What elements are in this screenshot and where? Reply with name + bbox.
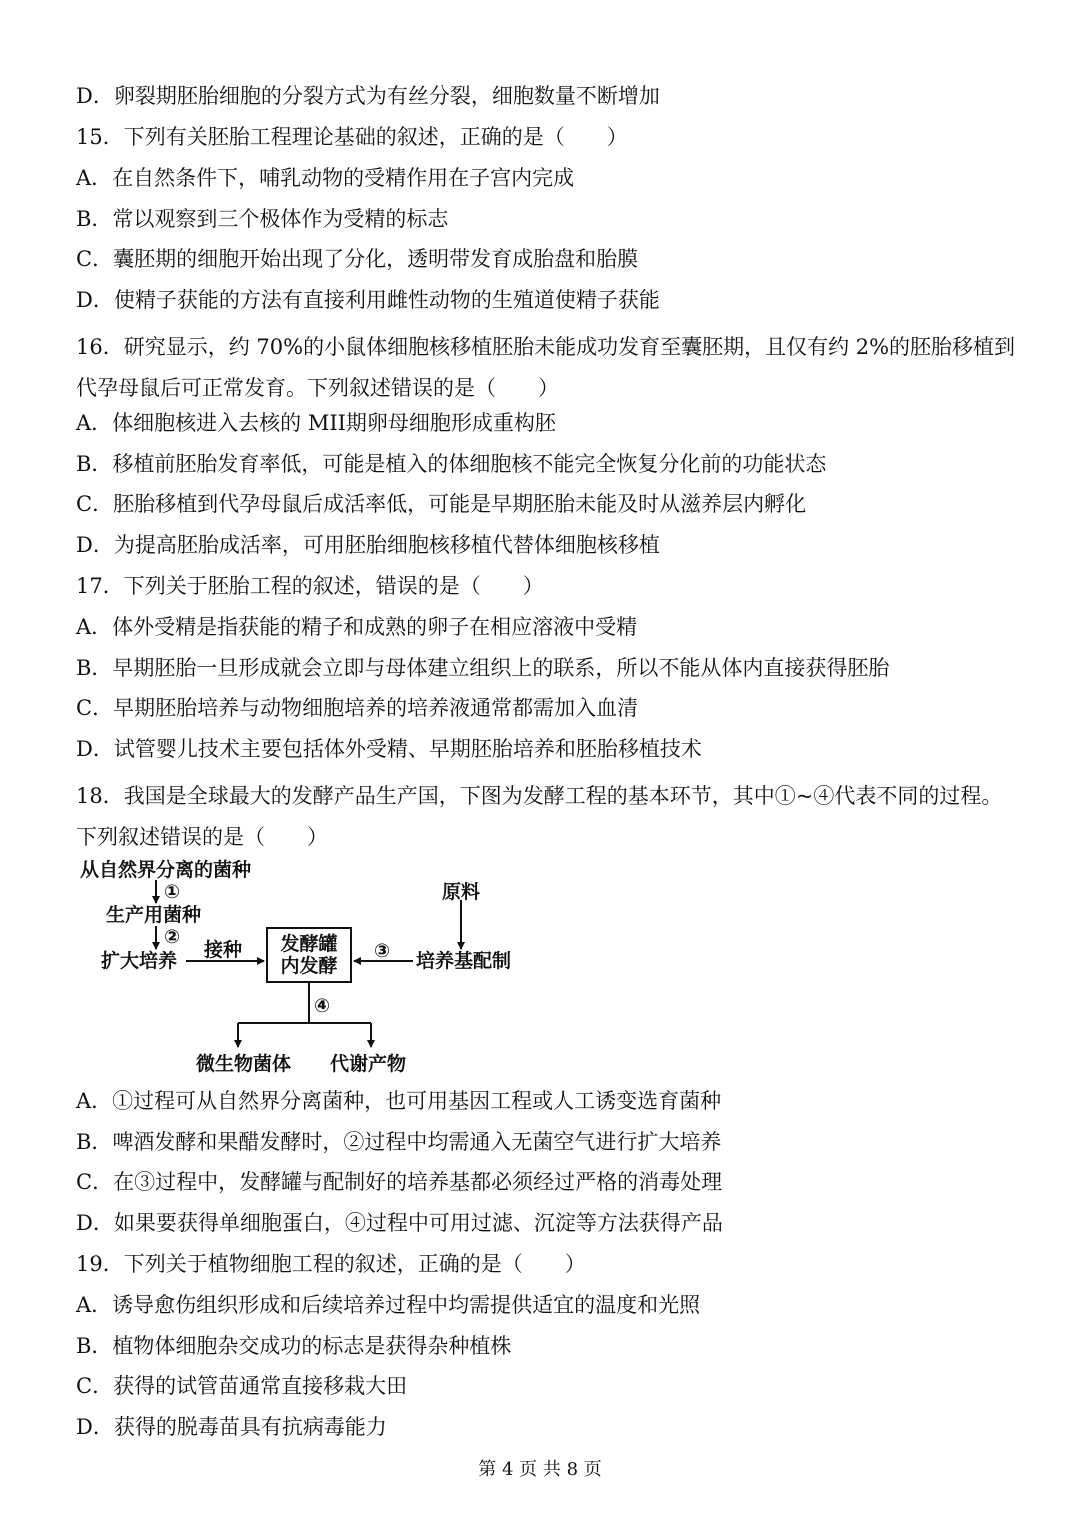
q14-option-d: D．卵裂期胚胎细胞的分裂方式为有丝分裂，细胞数量不断增加 (76, 84, 660, 108)
expand-culture-label: 扩大培养 (101, 950, 178, 972)
q18-stem: 18．我国是全球最大的发酵产品生产国，下图为发酵工程的基本环节，其中①~④代表不同的过程。下列叙述错误的是（ ） (76, 784, 1003, 849)
q19-option-d: D．获得的脱毒苗具有抗病毒能力 (76, 1415, 387, 1439)
q17-option-a: A．体外受精是指获能的精子和成熟的卵子在相应溶液中受精 (76, 615, 638, 639)
production-strain-label: 生产用菌种 (106, 904, 202, 926)
q16-option-a: A．体细胞核进入去核的 MII期卵母细胞形成重构胚 (76, 411, 556, 435)
q15-stem: 15．下列有关胚胎工程理论基础的叙述，正确的是（ ） (76, 125, 628, 149)
q18-option-c: C．在③过程中，发酵罐与配制好的培养基都必须经过严格的消毒处理 (76, 1170, 723, 1194)
inoculate-label: 接种 (204, 939, 243, 961)
tank-label-line2: 内发酵 (280, 955, 338, 977)
fermentation-diagram (76, 855, 536, 1080)
step4-label: ④ (314, 995, 331, 1017)
q16-option-b: B．移植前胚胎发育率低，可能是植入的体细胞核不能完全恢复分化前的功能状态 (76, 452, 827, 476)
page-number-footer: 第 4 页 共 8 页 (478, 1459, 602, 1480)
q16-option-d: D．为提高胚胎成活率，可用胚胎细胞核移植代替体细胞核移植 (76, 533, 660, 557)
q15-option-c: C．囊胚期的细胞开始出现了分化，透明带发育成胎盘和胎膜 (76, 247, 639, 271)
q18-option-b: B．啤酒发酵和果醋发酵时，②过程中均需通入无菌空气进行扩大培养 (76, 1130, 722, 1154)
q19-option-b: B．植物体细胞杂交成功的标志是获得杂种植株 (76, 1334, 512, 1358)
q15-option-d: D．使精子获能的方法有直接利用雌性动物的生殖道使精子获能 (76, 288, 660, 312)
q18-option-d: D．如果要获得单细胞蛋白，④过程中可用过滤、沉淀等方法获得产品 (76, 1211, 723, 1235)
raw-material-label: 原料 (442, 881, 481, 903)
tank-label-line1: 发酵罐 (280, 933, 338, 955)
step2-label: ② (164, 926, 181, 948)
q17-stem: 17．下列关于胚胎工程的叙述，错误的是（ ） (76, 574, 544, 598)
q19-option-a: A．诱导愈伤组织形成和后续培养过程中均需提供适宜的温度和光照 (76, 1293, 701, 1317)
q17-option-c: C．早期胚胎培养与动物细胞培养的培养液通常都需加入血清 (76, 696, 639, 720)
step1-label: ① (164, 881, 181, 903)
fermentation-tank-box (266, 927, 352, 983)
source-strain-label: 从自然界分离的菌种 (80, 859, 252, 881)
q16-stem: 16．研究显示，约 70%的小鼠体细胞核移植胚胎未能成功发育至囊胚期，且仅有约 2%的胚胎移植到代孕母鼠后可正常发育。下列叙述错误的是（ ） (76, 335, 1016, 400)
q18-option-a: A．①过程可从自然界分离菌种，也可用基因工程或人工诱变选育菌种 (76, 1089, 722, 1113)
biomass-label: 微生物菌体 (196, 1053, 292, 1075)
q16-option-c: C．胚胎移植到代孕母鼠后成活率低，可能是早期胚胎未能及时从滋养层内孵化 (76, 492, 807, 516)
q15-option-a: A．在自然条件下，哺乳动物的受精作用在子宫内完成 (76, 166, 575, 190)
medium-preparation-label: 培养基配制 (416, 950, 512, 972)
q19-option-c: C．获得的试管苗通常直接移栽大田 (76, 1374, 408, 1398)
q19-stem: 19．下列关于植物细胞工程的叙述，正确的是（ ） (76, 1252, 586, 1276)
step3-label: ③ (374, 940, 391, 962)
metabolite-label: 代谢产物 (330, 1053, 407, 1075)
q15-option-b: B．常以观察到三个极体作为受精的标志 (76, 207, 449, 231)
q17-option-b: B．早期胚胎一旦形成就会立即与母体建立组织上的联系，所以不能从体内直接获得胚胎 (76, 656, 890, 680)
q17-option-d: D．试管婴儿技术主要包括体外受精、早期胚胎培养和胚胎移植技术 (76, 737, 702, 761)
